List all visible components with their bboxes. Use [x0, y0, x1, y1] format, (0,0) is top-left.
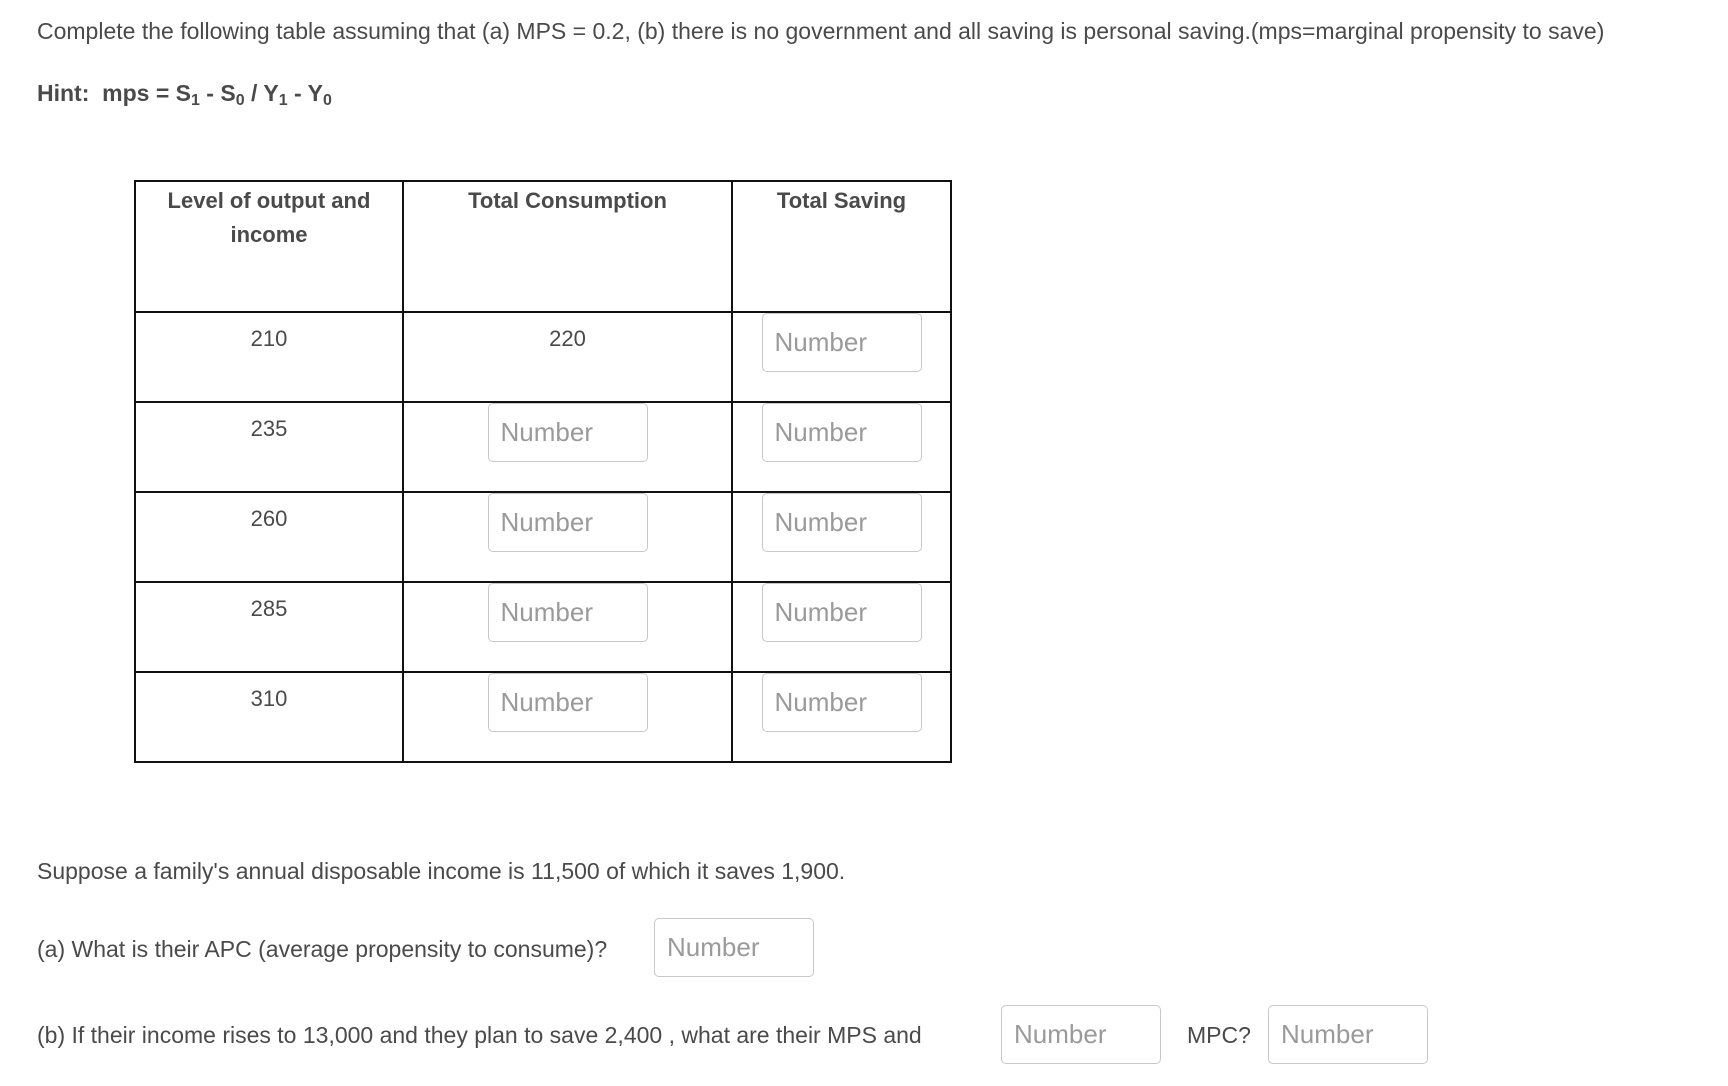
- table-header-row: [135, 181, 951, 312]
- family-income-text: Suppose a family's annual disposable income is 11,500 of which it saves 1,900.: [37, 858, 846, 884]
- consumption-input-row-3[interactable]: [488, 493, 648, 552]
- income-cell: 310: [135, 672, 403, 762]
- consumption-cell: [403, 402, 732, 492]
- mps-question-text: (b) If their income rises to 13,000 and they plan to save 2,400 , what are their MPS and: [37, 1022, 922, 1048]
- saving-input-row-5[interactable]: [762, 673, 922, 732]
- consumption-input-row-5[interactable]: [488, 673, 648, 732]
- hint-text: [37, 80, 332, 107]
- saving-cell: [732, 312, 951, 402]
- saving-cell: [732, 582, 951, 672]
- mpc-input[interactable]: [1268, 1005, 1428, 1064]
- income-cell: 285: [135, 582, 403, 672]
- saving-input-row-1[interactable]: [762, 313, 922, 372]
- consumption-cell: [403, 672, 732, 762]
- apc-input[interactable]: [654, 918, 814, 977]
- table-row: [135, 402, 951, 492]
- saving-cell: [732, 492, 951, 582]
- consumption-cell: [403, 492, 732, 582]
- instructions-text: Complete the following table assuming that (a) MPS = 0.2, (b) there is no government and all saving is personal saving.(mps=marginal propensity to save): [37, 18, 1605, 44]
- consumption-saving-table: [134, 180, 952, 763]
- header-saving: Total Saving: [732, 181, 951, 312]
- hint-formula: mps = $S_1 - S_0 / Y_1 - Y_0$: [102, 80, 332, 109]
- table-row: [135, 492, 951, 582]
- saving-input-row-3[interactable]: [762, 493, 922, 552]
- mpc-label: MPC?: [1187, 1022, 1251, 1048]
- consumption-cell: [403, 582, 732, 672]
- income-cell: 235: [135, 402, 403, 492]
- saving-input-row-4[interactable]: [762, 583, 922, 642]
- consumption-input-row-2[interactable]: [488, 403, 648, 462]
- table-row: [135, 672, 951, 762]
- income-cell: 210: [135, 312, 403, 402]
- saving-cell: [732, 402, 951, 492]
- mps-input[interactable]: [1001, 1005, 1161, 1064]
- consumption-input-row-4[interactable]: [488, 583, 648, 642]
- consumption-cell: 220: [403, 312, 732, 402]
- table-row: [135, 312, 951, 402]
- saving-input-row-2[interactable]: [762, 403, 922, 462]
- apc-question-text: (a) What is their APC (average propensity to consume)?: [37, 936, 608, 962]
- income-cell: 260: [135, 492, 403, 582]
- header-consumption: Total Consumption: [403, 181, 732, 312]
- hint-label: Hint:: [37, 80, 90, 106]
- header-income: Level of output and income: [135, 181, 403, 312]
- table-row: [135, 582, 951, 672]
- saving-cell: [732, 672, 951, 762]
